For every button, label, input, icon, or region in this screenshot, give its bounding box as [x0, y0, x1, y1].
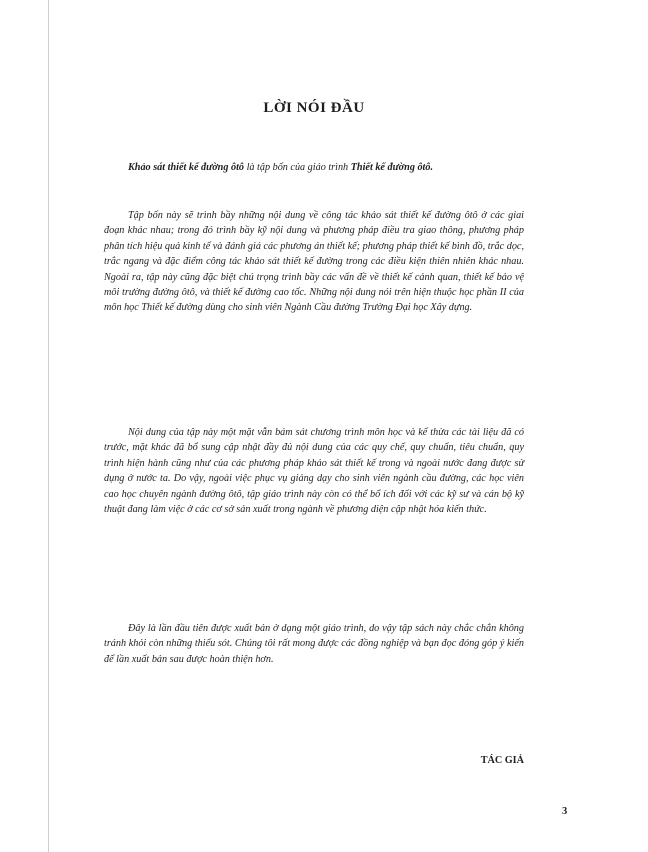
- paragraph-acknowledgement: Đây là lần đầu tiên được xuất bản ở dạng một giáo trình, do vậy tập sách này chắc chắn không tránh khỏi còn những thiếu sót. Chúng tôi rất mong được các đồng nghiệp và bạn đọc đóng góp ý kiến để lần xuất bản sau được hoàn thiện hơn.: [104, 623, 524, 665]
- page-number: 3: [562, 806, 568, 817]
- series-title-bold: Thiết kế đường ôtô.: [350, 162, 434, 173]
- author-signature: TÁC GIẢ: [480, 755, 524, 766]
- paragraph-intro: [104, 160, 524, 175]
- intro-middle-text: là tập bốn của giáo trình: [244, 162, 351, 173]
- page-title: LỜI NÓI ĐẦU: [263, 100, 365, 116]
- book-title-bold: Khảo sát thiết kế đường ôtô: [128, 162, 245, 173]
- page-content: [104, 0, 524, 852]
- paragraph-content-scope: Nội dung của tập này một mặt vẫn bám sát chương trình môn học và kế thừa các tài liệu đã có trước, mặt khác đã bổ sung cập nhật đầy đủ nội dung của các quy chế, quy chuẩn, tiêu chuẩn, quy trình hiện hành cũng như của các phương pháp khảo sát thiết kế trong và ngoài nước đang được sử dụng ở nước ta. Do vậy, ngoài việc phục vụ giảng dạy cho sinh viên ngành cầu đường, các học viên cao học chuyên ngành đường ôtô, tập giáo trình này còn có thể bổ ích đối với các kỹ sư và cán bộ kỹ thuật đang làm việc ở các cơ sở sản xuất trong ngành về phương diện cập nhật hóa kiến thức.: [104, 427, 524, 516]
- page-edge-line: [48, 0, 49, 852]
- paragraph-content-overview: Tập bốn này sẽ trình bầy những nội dung về công tác khảo sát thiết kế đường ôtô ở các giai đoạn khác nhau; trong đó trình bầy kỹ nội dung và phương pháp điều tra giao thông, phương pháp phân tích hiệu quả kinh tế và đánh giá các phương án thiết kế; phương pháp thiết kế bình đồ, trắc dọc, trắc ngang và đặc điểm công tác khảo sát thiết kế đường trong các điều kiện thiên nhiên khác nhau. Ngoài ra, tập này cũng đặc biệt chú trọng trình bầy các vấn đề về thiết kế cảnh quan, thiết kế bảo vệ môi trường đường ôtô, và thiết kế đường cao tốc. Những nội dung nói trên hiện thuộc học phần II của môn học Thiết kế đường dùng cho sinh viên Ngành Cầu đường Trường Đại học Xây dựng.: [104, 210, 524, 314]
